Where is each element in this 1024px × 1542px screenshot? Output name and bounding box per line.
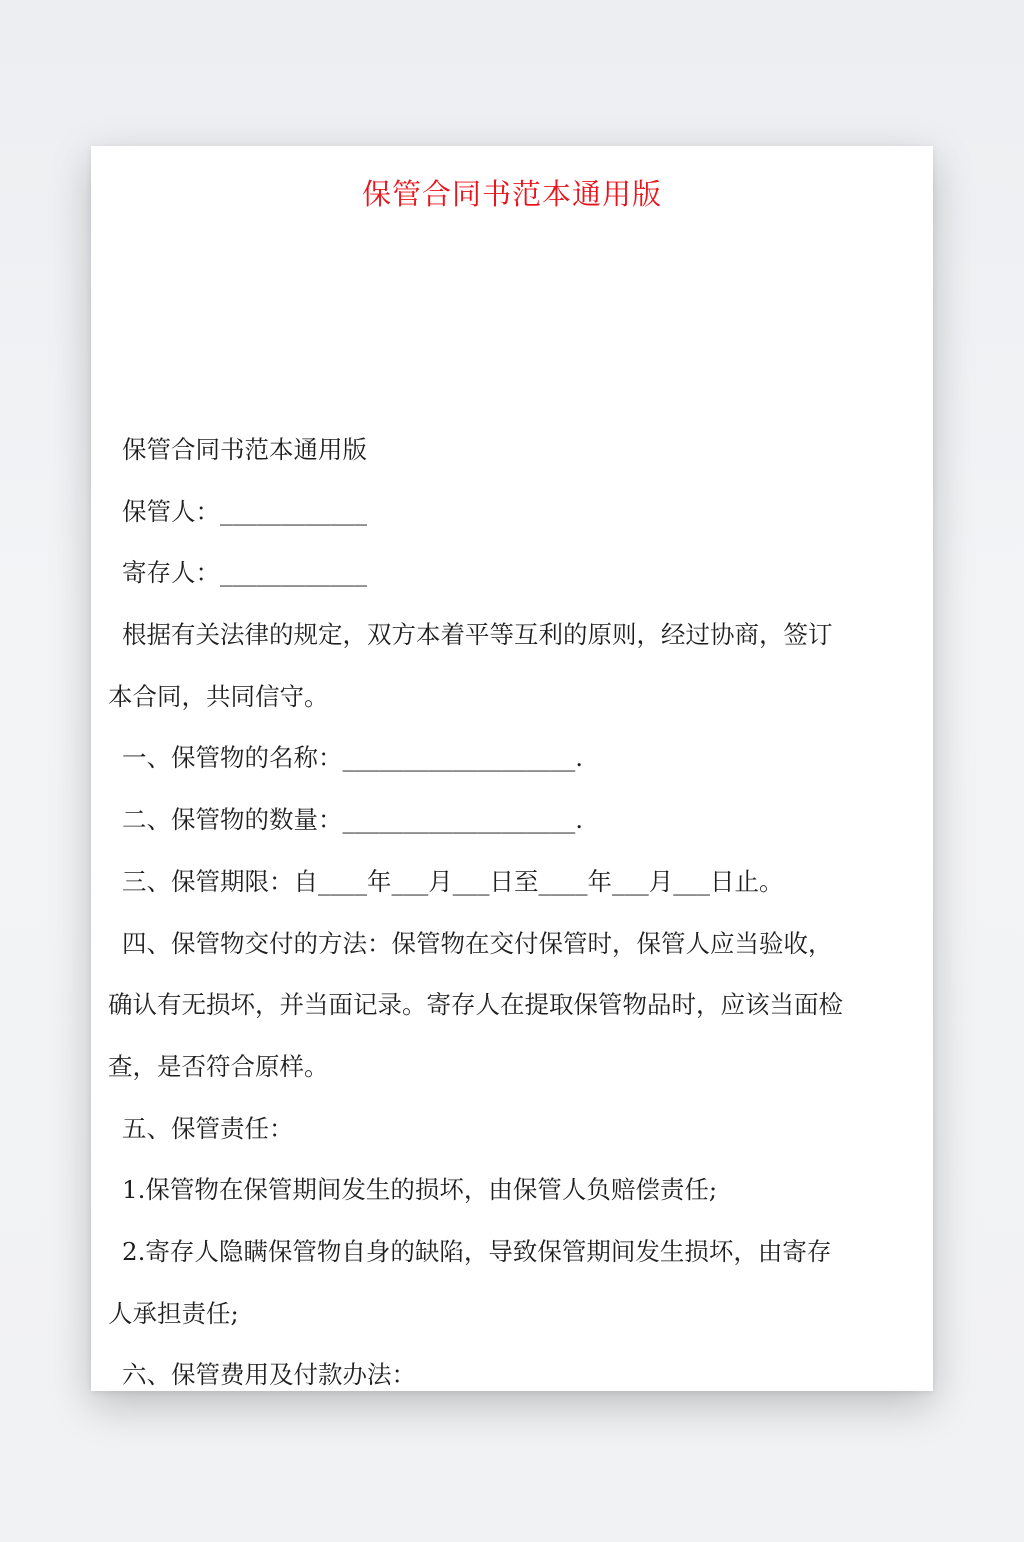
body-line-clause-6: 六、保管费用及付款办法： [122, 1360, 416, 1390]
body-line-heading: 保管合同书范本通用版 [122, 435, 367, 464]
document-body [108, 419, 920, 1391]
body-line-clause-1: 一、保管物的名称：___________________. [122, 743, 584, 773]
body-line-custodian: 保管人：____________ [122, 496, 367, 526]
body-line-clause-4: 四、保管物交付的方法：保管物在交付保管时，保管人应当验收， [122, 928, 833, 958]
body-line-preamble: 根据有关法律的规定，双方本着平等互利的原则，经过协商，签订 [122, 620, 833, 650]
body-line-clause-5-item-1: 1.保管物在保管期间发生的损坏，由保管人负赔偿责任; [122, 1175, 718, 1205]
body-line-clause-4-cont: 查，是否符合原样。 [108, 1051, 329, 1081]
body-line-clause-3: 三、保管期限：自____年___月___日至____年___月___日止。 [122, 866, 784, 896]
body-line-preamble-cont: 本合同，共同信守。 [108, 681, 329, 711]
body-line-clause-2: 二、保管物的数量：___________________. [122, 805, 584, 835]
body-line-depositor: 寄存人：____________ [122, 558, 367, 588]
body-line-clause-5-item-2: 2.寄存人隐瞒保管物自身的缺陷，导致保管期间发生损坏，由寄存 [122, 1236, 832, 1266]
document-title: 保管合同书范本通用版 [361, 177, 662, 211]
body-line-clause-5: 五、保管责任： [122, 1113, 294, 1143]
document-page [91, 146, 933, 1391]
body-line-clause-4-cont: 确认有无损坏，并当面记录。寄存人在提取保管物品时，应该当面检 [108, 990, 843, 1020]
body-line-clause-5-item-2-cont: 人承担责任; [108, 1298, 239, 1328]
